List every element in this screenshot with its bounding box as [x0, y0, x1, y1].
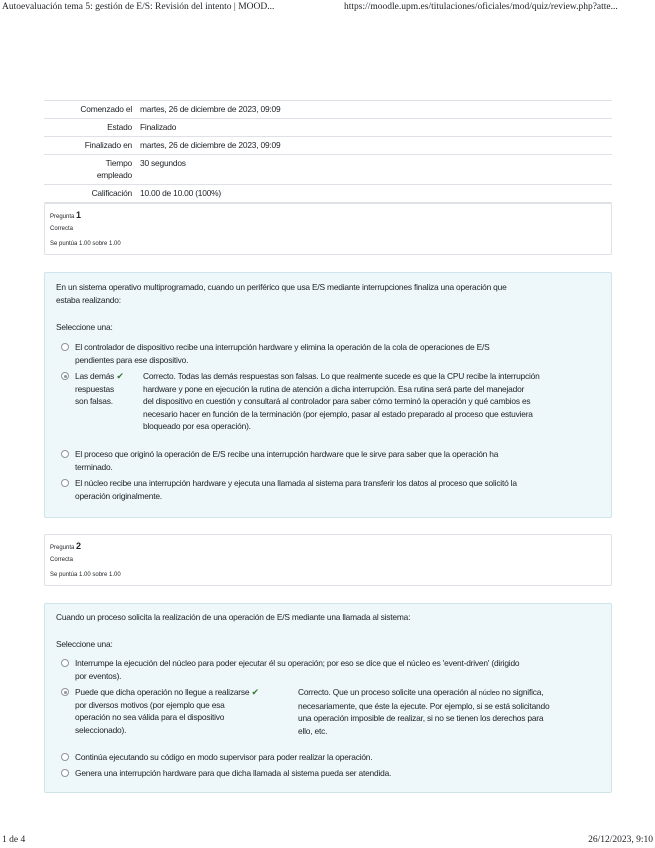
summary-value: martes, 26 de diciembre de 2023, 09:09: [140, 104, 281, 114]
question-1-info: [44, 203, 612, 255]
answer-prompt: Seleccione una:: [56, 322, 113, 332]
option-text: [75, 477, 517, 502]
summary-label: Calificación: [91, 188, 132, 198]
question-2-content: [44, 603, 612, 793]
question-label: Pregunta: [50, 214, 75, 220]
answer-prompt: Seleccione una:: [56, 639, 113, 649]
summary-label-line: empleado: [96, 170, 132, 180]
feedback-line: Correcto. Todas las demás respuestas son falsas. Lo que realmente sucede es que la CPU recibe la interrupción: [143, 371, 540, 381]
page-count: 1 de 4: [2, 835, 26, 845]
feedback-line: hardware y pone en ejecución la rutina de atención a dicha interrupción. Esa rutina será parte del manejador: [143, 383, 525, 394]
question-number-value: 2: [76, 541, 82, 551]
option-text-line: operación no sea válida para el dispositivo: [75, 712, 225, 722]
summary-label-line: Tiempo: [105, 158, 132, 168]
feedback-text: Correcto. Que un proceso solicite una operación al: [298, 687, 479, 697]
radio-button[interactable]: [61, 659, 69, 667]
print-header-title: Autoevaluación tema 5: gestión de E/S: Revisión del intento | MOOD...: [2, 2, 275, 12]
radio-button[interactable]: [61, 753, 69, 761]
question-text-line: estaba realizando:: [56, 294, 121, 305]
option-text: [75, 341, 490, 366]
question-text: [56, 281, 596, 306]
option-text-line: El controlador de dispositivo recibe una interrupción hardware y elimina la operación de la cola de operaciones de E/S: [75, 342, 490, 352]
feedback-line: necesariamente, que éste la ejecute. Por ejemplo, si se está solicitando: [298, 700, 550, 711]
summary-label: Finalizado en: [84, 140, 132, 150]
question-text: Cuando un proceso solicita la realización de una operación de E/S mediante una llamada al sistema:: [56, 612, 411, 622]
feedback-line: ello, etc.: [298, 725, 328, 736]
print-datetime: 26/12/2023, 9:10: [588, 835, 653, 845]
print-footer: [0, 834, 655, 848]
radio-button[interactable]: [61, 343, 69, 351]
specific-feedback: [298, 686, 598, 737]
radio-button-checked[interactable]: [61, 688, 69, 696]
feedback-line: una operación imposible de realizar, si no se tienen los derechos para: [298, 713, 544, 723]
feedback-text-kernel: núcleo: [478, 688, 500, 697]
summary-value: martes, 26 de diciembre de 2023, 09:09: [140, 140, 281, 150]
option-text-line: pendientes para ese dispositivo.: [75, 354, 189, 365]
question-grade: Se puntúa 1.00 sobre 1.00: [50, 572, 121, 578]
summary-label: [44, 157, 140, 181]
option-text-line: respuestas: [75, 383, 114, 394]
check-icon: ✔: [251, 687, 259, 697]
question-state: Correcta: [50, 226, 74, 232]
feedback-line: del dispositivo en cuestión y consultará al controlador para saber cómo terminó la operación y qué cambios es: [143, 396, 531, 406]
summary-row-grade: [44, 184, 612, 203]
question-grade: Se puntúa 1.00 sobre 1.00: [50, 241, 121, 247]
option-text: Continúa ejecutando su código en modo supervisor para poder realizar la operación.: [75, 752, 373, 762]
radio-button[interactable]: [61, 769, 69, 777]
feedback-text: no significa,: [499, 687, 544, 697]
option-text: [75, 657, 519, 682]
question-1-content: [44, 272, 612, 518]
summary-value: 30 segundos: [140, 158, 186, 168]
option-text-line: Interrumpe la ejecución del núcleo para poder ejecutar él su operación; por eso se dice que el núcleo es 'event-driven' (dirigido: [75, 658, 520, 668]
print-header: [0, 0, 655, 16]
option-text-line: por eventos).: [75, 670, 122, 681]
option-text-line: terminado.: [75, 461, 113, 472]
option-text: [75, 370, 145, 408]
summary-label: Comenzado el: [80, 104, 132, 114]
option-text-word: Puede que dicha operación no llegue a realizarse: [75, 687, 250, 697]
print-header-url: https://moodle.upm.es/titulaciones/oficiales/mod/quiz/review.php?atte...: [344, 2, 618, 12]
summary-row-time-taken: [44, 154, 612, 184]
feedback-line: bloqueado por esa operación).: [143, 421, 251, 431]
summary-row-started: [44, 100, 612, 118]
summary-row-finished: [44, 136, 612, 154]
summary-value: Finalizado: [140, 122, 177, 132]
option-text-line: El núcleo recibe una interrupción hardware y ejecuta una llamada al sistema para transferir los datos al proceso que solicitó la: [75, 478, 517, 488]
specific-feedback: [143, 370, 618, 433]
attempt-summary-table: [44, 100, 612, 203]
option-text-line: por diversos motivos (por ejemplo que esa: [75, 699, 225, 710]
option-text-line: seleccionado).: [75, 724, 127, 735]
question-number: [50, 210, 81, 220]
question-text-line: En un sistema operativo multiprogramado, cuando un periférico que usa E/S mediante interrupciones finaliza una operación que: [56, 282, 507, 292]
option-text-line: [75, 686, 295, 699]
summary-row-state: [44, 118, 612, 136]
question-2-info: [44, 534, 612, 586]
question-label: Pregunta: [50, 545, 75, 551]
radio-button-checked[interactable]: [61, 372, 69, 380]
option-text: [75, 448, 498, 473]
option-text-line: son falsas.: [75, 396, 113, 406]
question-number: [50, 541, 81, 551]
question-state: Correcta: [50, 557, 74, 563]
option-text-word: Las demás: [75, 371, 115, 381]
question-number-value: 1: [76, 210, 82, 220]
option-text-line: operación originalmente.: [75, 490, 162, 501]
summary-label: Estado: [107, 122, 132, 132]
option-text-line: El proceso que originó la operación de E/S recibe una interrupción hardware que le sirve para saber que la operación ha: [75, 449, 499, 459]
radio-button[interactable]: [61, 450, 69, 458]
feedback-line: necesario hacer en función de la terminación (por ejemplo, pasar al estado preparado al proceso que estuviera: [143, 408, 533, 419]
feedback-line: [298, 686, 598, 700]
radio-button[interactable]: [61, 479, 69, 487]
option-text: [75, 686, 295, 736]
option-text: Genera una interrupción hardware para que dicha llamada al sistema pueda ser atendida.: [75, 768, 392, 778]
summary-value: 10.00 de 10.00 (100%): [140, 188, 222, 198]
option-text-line: [75, 370, 145, 383]
check-icon: ✔: [116, 371, 124, 381]
